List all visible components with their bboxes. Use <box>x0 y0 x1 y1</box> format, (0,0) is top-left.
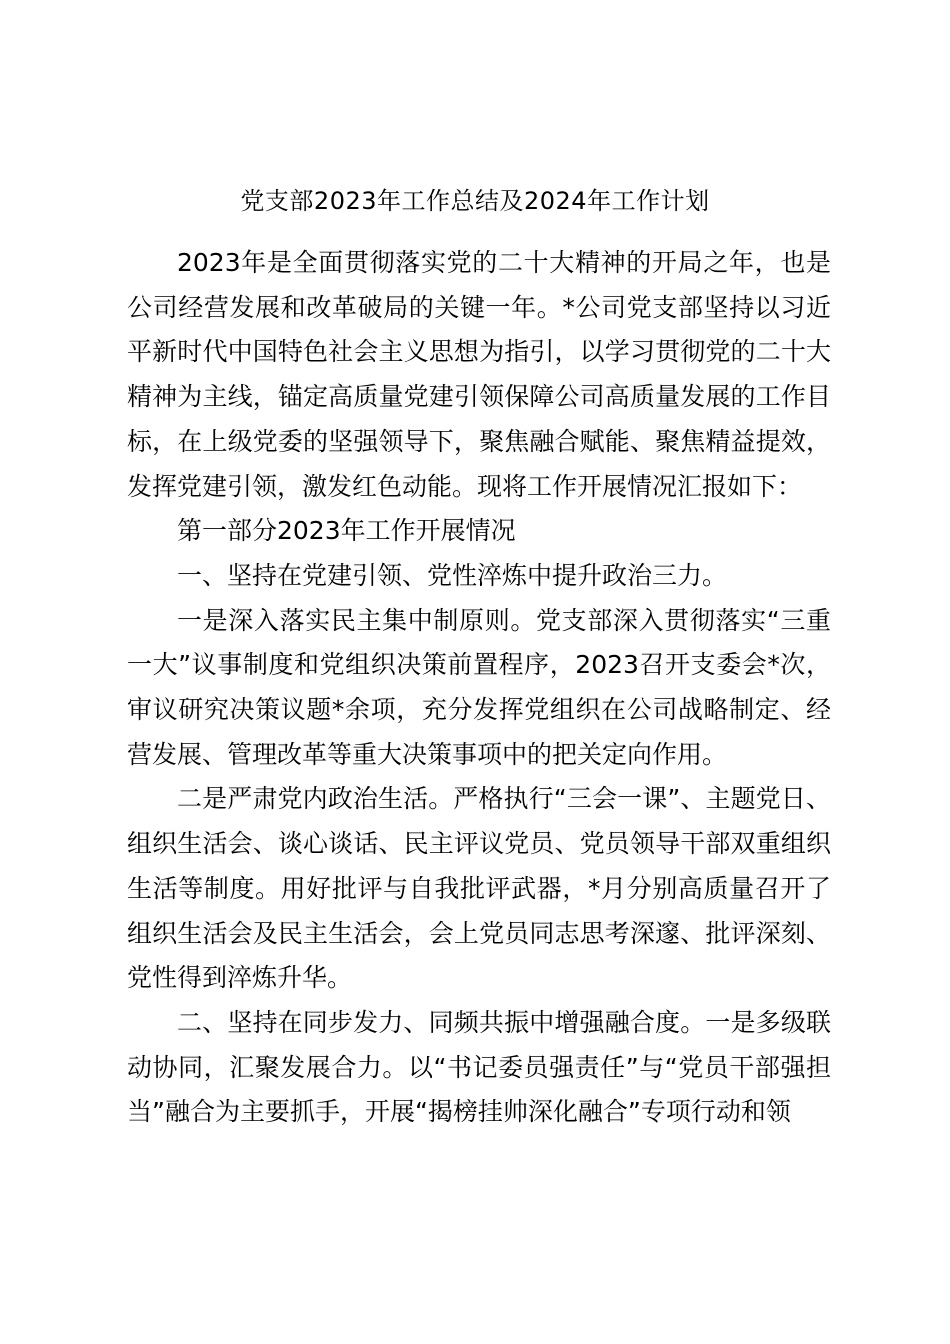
document-body <box>127 241 831 1135</box>
paragraph-integration: 二、坚持在同步发力、同频共振中增强融合度。一是多级联动协同，汇聚发展合力。以“书记委员强责任”与“党员干部强担当”融合为主要抓手，开展“揭榜挂帅深化融合”专项行动和领 <box>127 1007 831 1127</box>
document-title: 党支部2023年工作总结及2024年工作计划 <box>240 187 710 215</box>
paragraph-political-life: 二是严肃党内政治生活。严格执行“三会一课”、主题党日、组织生活会、谈心谈话、民主评议党员、党员领导干部双重组织生活等制度。用好批评与自我批评武器，*月分别高质量召开了组织生活会及民主生活会，会上党员同志思考深邃、批评深刻、党性得到淬炼升华。 <box>127 784 831 993</box>
section-heading-one: 一、坚持在党建引领、党性淬炼中提升政治三力。 <box>177 560 728 590</box>
section-heading-part-one: 第一部分2023年工作开展情况 <box>177 516 516 546</box>
paragraph-democratic-centralism: 一是深入落实民主集中制原则。党支部深入贯彻落实“三重一大”议事制度和党组织决策前置程序，2023召开支委会*次，审议研究决策议题*余项，充分发挥党组织在公司战略制定、经营发展、管理改革等重大决策事项中的把关定向作用。 <box>127 605 831 769</box>
paragraph-intro: 2023年是全面贯彻落实党的二十大精神的开局之年，也是公司经营发展和改革破局的关键一年。*公司党支部坚持以习近平新时代中国特色社会主义思想为指引，以学习贯彻党的二十大精神为主线，锚定高质量党建引领保障公司高质量发展的工作目标，在上级党委的坚强领导下，聚焦融合赋能、聚焦精益提效，发挥党建引领，激发红色动能。现将工作开展情况汇报如下： <box>127 248 831 501</box>
